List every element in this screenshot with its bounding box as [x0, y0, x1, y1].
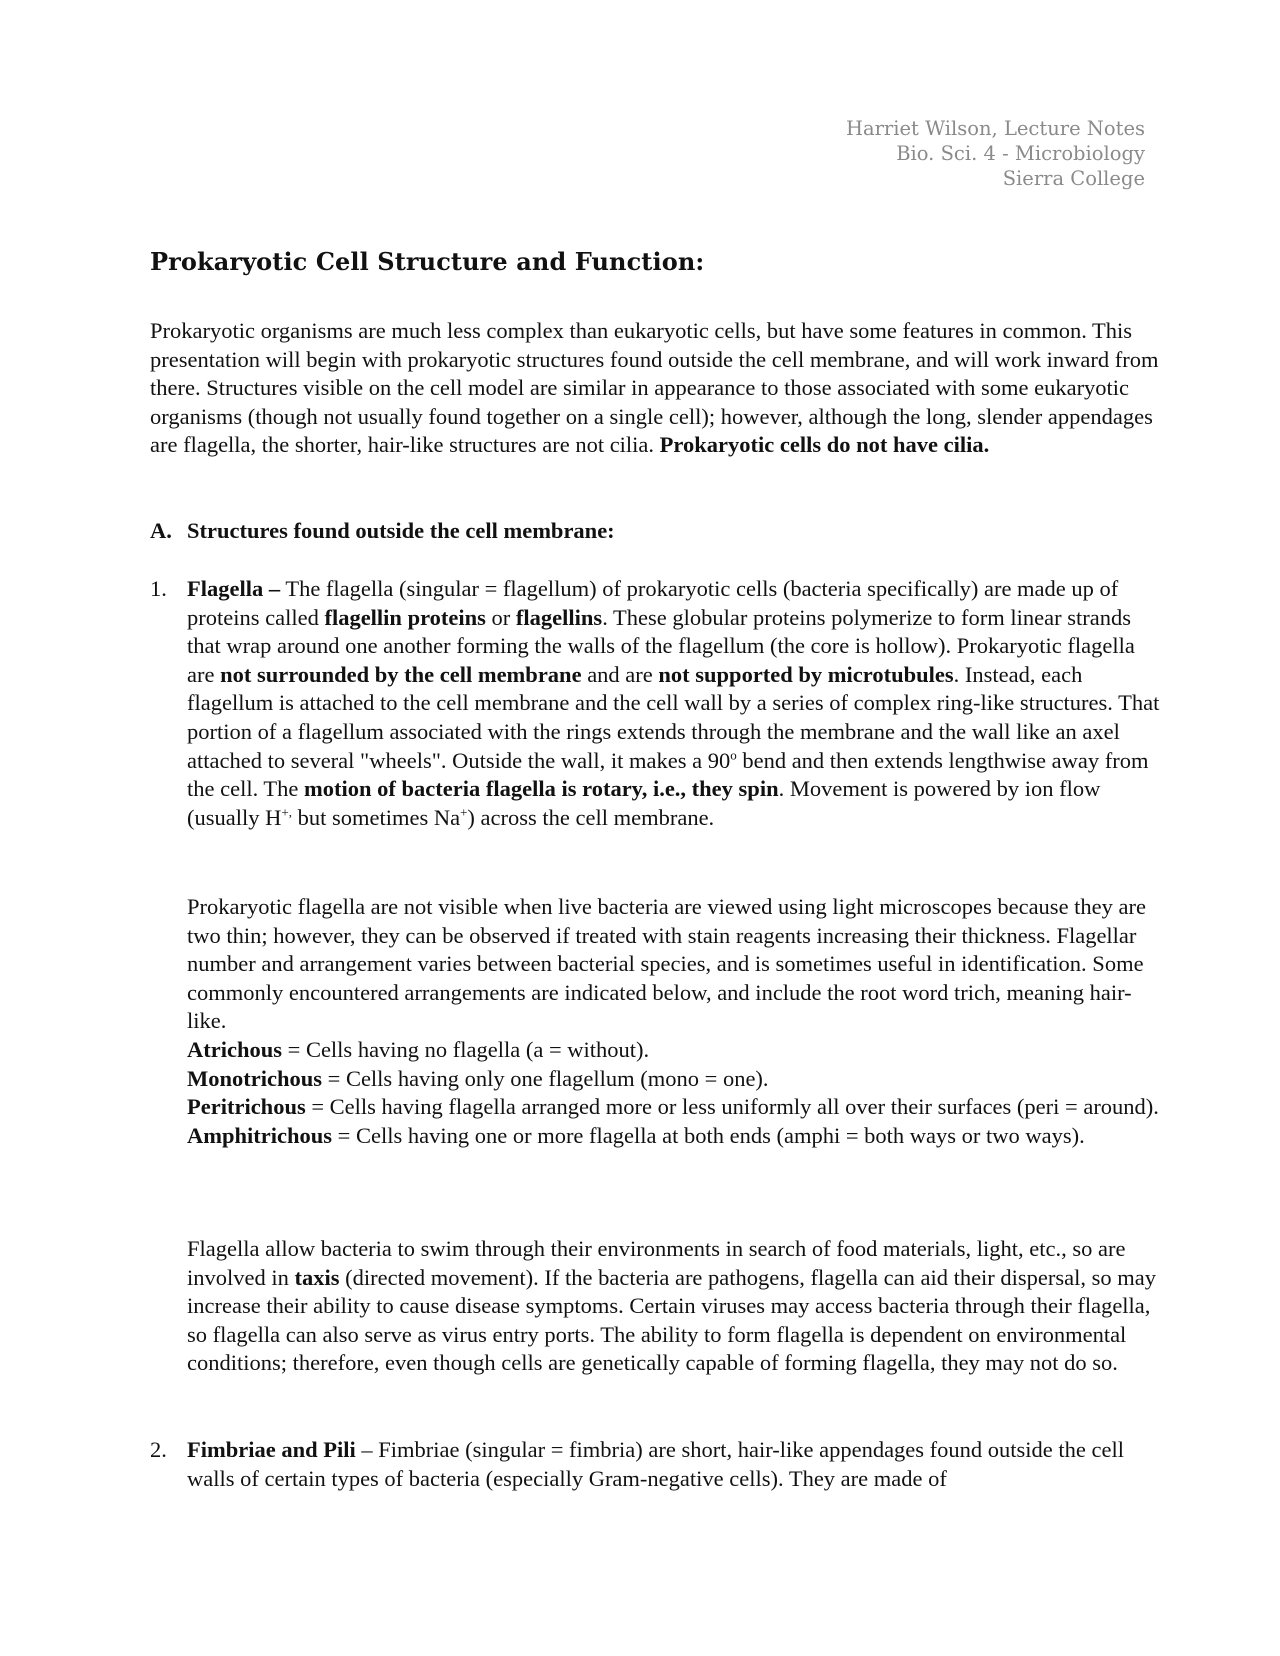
- header-author-line: Harriet Wilson, Lecture Notes: [845, 117, 1145, 140]
- flagella-text-6: bend and then extends lengthwise away from the cell. The: [187, 747, 1149, 802]
- page-title: Prokaryotic Cell Structure and Function:: [150, 247, 705, 276]
- definition-term: Atrichous: [187, 1036, 282, 1062]
- item2-number: 2.: [150, 1437, 167, 1462]
- flagella-bold-5: motion of bacteria flagella is rotary, i.e., they spin: [304, 776, 779, 802]
- flagella-text-9: ) across the cell membrane.: [467, 804, 715, 830]
- definition-atrichous: [187, 1036, 1162, 1065]
- flagella-text-3: . These globular proteins polymerize to form linear strands that wrap around one another forming the walls of the flagellum (the core is hollow). Prokaryotic flagella are: [187, 604, 1135, 687]
- definition-amphitrichous: [187, 1122, 1162, 1151]
- flagella-term: Flagella –: [187, 576, 281, 601]
- intro-text: Prokaryotic organisms are much less complex than eukaryotic cells, but have some features in common. This presentation will begin with prokaryotic structures found outside the cell membrane, and will work inward from there. Structures visible on the cell model are similar in appearance to those associated with some eukaryotic organisms (though not usually found together on a single cell); however, although the long, slender appendages are flagella, the shorter, hair-like structures are not cilia.: [150, 318, 1159, 458]
- flagella-text-1: The flagella (singular = flagellum) of prokaryotic cells (bacteria specifically) are made up of proteins called: [187, 576, 1119, 630]
- hydrogen-superscript: +,: [281, 804, 292, 820]
- flagella-text-7: . Movement is powered by ion flow (usually H: [187, 776, 1101, 830]
- definition-term: Monotrichous: [187, 1065, 322, 1091]
- header-course-line: Bio. Sci. 4 - Microbiology: [896, 142, 1145, 165]
- header-college-line: Sierra College: [1002, 167, 1145, 190]
- flagella-paragraph: [187, 575, 1162, 832]
- flagella-text-2: or: [485, 604, 516, 630]
- fimbriae-paragraph: [187, 1436, 1162, 1493]
- flagella-function-paragraph: [187, 1235, 1162, 1378]
- sodium-superscript: +: [460, 804, 468, 820]
- section-a-label: A.: [150, 518, 172, 543]
- degree-superscript: o: [730, 747, 737, 763]
- item1-number: 1.: [150, 576, 167, 601]
- flagella-bold-2: flagellins: [515, 604, 603, 630]
- function-text-2: (directed movement). If the bacteria are pathogens, flagella can aid their dispersal, so may increase their ability to cause disease symptoms. Certain viruses may access bacteria through their flagella, so flagella can also serve as virus entry ports. The ability to form flagella is dependent on environmental conditions; therefore, even though cells are genetically capable of forming flagella, they may not do so.: [187, 1264, 1157, 1376]
- flagella-bold-1: flagellin proteins: [324, 604, 486, 630]
- definition-term: Amphitrichous: [187, 1122, 333, 1148]
- intro-paragraph: [150, 317, 1160, 460]
- definition-text: = Cells having no flagella (a = without).: [282, 1036, 650, 1062]
- definition-peritrichous: [187, 1093, 1162, 1122]
- section-a-heading: [150, 517, 1160, 546]
- function-text-1: Flagella allow bacteria to swim through their environments in search of food materials, light, etc., so are involved in: [187, 1236, 1126, 1290]
- flagella-bold-3: not surrounded by the cell membrane: [220, 661, 582, 687]
- document-header: [846, 116, 1145, 191]
- section-a-title: Structures found outside the cell membrane:: [187, 518, 615, 543]
- flagella-arrangement-block: [187, 893, 1162, 1150]
- taxis-term: taxis: [294, 1264, 340, 1290]
- flagella-text-8: but sometimes Na: [291, 804, 461, 830]
- definition-term: Peritrichous: [187, 1094, 306, 1120]
- definition-text: = Cells having one or more flagella at both ends (amphi = both ways or two ways).: [332, 1122, 1085, 1148]
- flagella-bold-4: not supported by microtubules: [658, 661, 954, 687]
- flagella-text-5: . Instead, each flagellum is attached to the cell membrane and the cell wall by a series of complex ring-like structures. That portion of a flagellum associated with the rings extends through the membrane and the wall like an axel attached to several "wheels". Outside the wall, it makes a 90: [187, 661, 1160, 773]
- definition-text: = Cells having only one flagellum (mono = one).: [322, 1065, 769, 1091]
- fimbriae-term: Fimbriae and Pili: [187, 1437, 356, 1462]
- definition-text: = Cells having flagella arranged more or less uniformly all over their surfaces (peri = around).: [305, 1094, 1159, 1120]
- fimbriae-text: – Fimbriae (singular = fimbria) are short, hair-like appendages found outside the cell walls of certain types of bacteria (especially Gram-negative cells). They are made of: [187, 1437, 1125, 1491]
- definition-monotrichous: [187, 1065, 1162, 1094]
- flagella-visibility-paragraph: Prokaryotic flagella are not visible when live bacteria are viewed using light microscopes because they are two thin; however, they can be observed if treated with stain reagents increasing their thickness. Flagellar number and arrangement varies between bacterial species, and is sometimes useful in identification. Some commonly encountered arrangements are indicated below, and include the root word trich, meaning hair-like.: [187, 894, 1147, 1034]
- intro-bold-statement: Prokaryotic cells do not have cilia.: [659, 432, 990, 458]
- flagella-text-4: and are: [581, 661, 659, 687]
